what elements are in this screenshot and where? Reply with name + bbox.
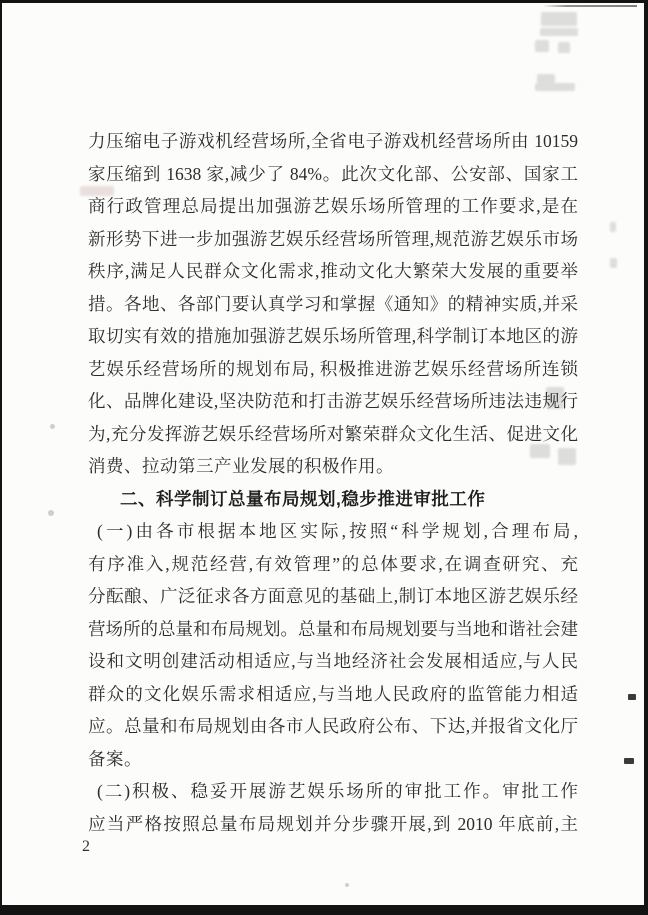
bleed-through-artifact	[558, 42, 570, 53]
document-body	[88, 125, 578, 840]
bleed-through-artifact	[610, 258, 617, 268]
text-line: 应。总量和布局规划由各市人民政府公布、下达,并报省文化厅	[88, 716, 578, 736]
scan-speck	[48, 510, 54, 516]
text-line: 商行政管理总局提出加强游艺娱乐场所管理的工作要求,是在	[88, 196, 578, 216]
scan-dash-artifact	[628, 694, 636, 700]
scan-edge-right	[644, 0, 648, 915]
section-heading: 二、科学制订总量布局规划,稳步推进审批工作	[120, 488, 486, 509]
scan-edge-bottom	[0, 905, 648, 915]
scan-edge-top	[0, 0, 648, 3]
text-line: 为,充分发挥游艺娱乐经营场所对繁荣群众文化生活、促进文化	[88, 423, 578, 444]
scan-speck	[345, 883, 349, 887]
text-line: 措。各地、各部门要认真学习和掌握《通知》的精神实质,并采	[88, 293, 578, 314]
text-line: (一)由各市根据本地区实际,按照“科学规划,合理布局,	[97, 521, 578, 541]
text-line: 取切实有效的措施加强游艺娱乐场所管理,科学制订本地区的游	[88, 326, 578, 346]
text-line: 分酝酿、广泛征求各方面意见的基础上,制订本地区游艺娱乐经	[88, 586, 578, 606]
bleed-through-artifact	[535, 40, 549, 52]
text-line: 群众的文化娱乐需求相适应,与当地人民政府的监管能力相适	[88, 683, 578, 704]
scan-speck	[50, 424, 55, 429]
text-line: 秩序,满足人民群众文化需求,推动文化大繁荣大发展的重要举	[88, 261, 578, 281]
bleed-through-artifact	[540, 28, 578, 36]
text-line: 新形势下进一步加强游艺娱乐经营场所管理,规范游艺娱乐市场	[88, 228, 578, 249]
text-line: 消费、拉动第三产业发展的积极作用。	[88, 456, 394, 476]
text-line: 设和文明创建活动相适应,与当地经济社会发展相适应,与人民	[88, 651, 578, 671]
text-line: 营场所的总量和布局规划。总量和布局规划要与当地和谐社会建	[88, 618, 578, 639]
text-line: 力压缩电子游戏机经营场所,全省电子游戏机经营场所由 10159	[88, 131, 578, 151]
text-line: 家压缩到 1638 家,减少了 84%。此次文化部、公安部、国家工	[88, 163, 578, 184]
bleed-through-artifact	[610, 222, 616, 232]
bleed-through-artifact	[535, 83, 575, 91]
scan-line-artifact	[543, 5, 637, 7]
text-line: 应当严格按照总量布局规划并分步骤开展,到 2010 年底前,主	[88, 813, 578, 834]
page-number: 2	[82, 838, 90, 855]
text-line: 艺娱乐经营场所的规划布局, 积极推进游艺娱乐经营场所连锁	[88, 358, 578, 379]
text-line: 化、品牌化建设,坚决防范和打击游艺娱乐经营场所违法违规行	[88, 391, 578, 411]
text-line: (二)积极、稳妥开展游艺娱乐场所的审批工作。审批工作	[97, 781, 578, 801]
bleed-through-artifact	[537, 74, 555, 83]
text-line: 备案。	[88, 748, 142, 769]
bleed-through-artifact	[541, 12, 577, 26]
scan-dash-artifact	[624, 758, 634, 764]
scan-edge-left	[0, 0, 2, 915]
text-line: 有序准入,规范经营,有效管理”的总体要求,在调查研究、充	[88, 553, 578, 574]
